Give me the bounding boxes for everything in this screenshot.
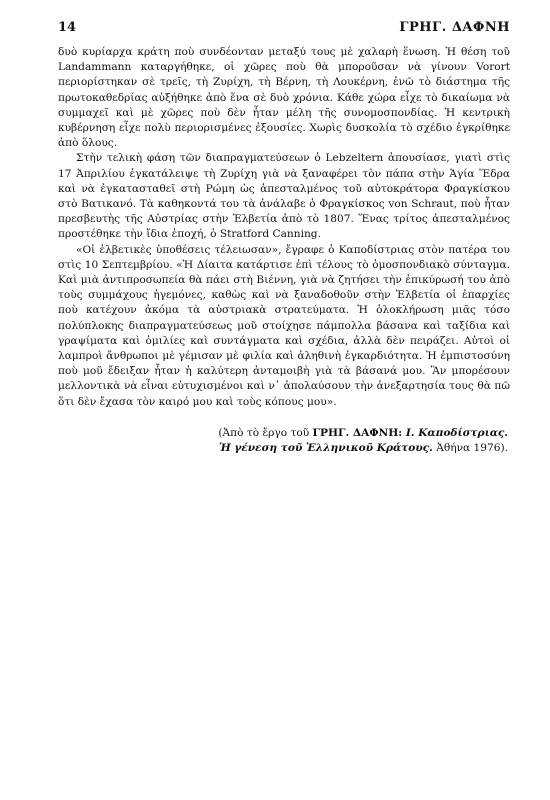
- page-header: [58, 20, 510, 35]
- document-page: [58, 20, 510, 457]
- source-citation: [58, 426, 510, 457]
- page-number: 14: [58, 20, 77, 35]
- paragraph: Στὴν τελικὴ φάση τῶν διαπραγματεύσεων ὁ Lebzeltern ἀπουσίασε, γιατὶ στὶς 17 Ἀπριλίου ἐγκατάλειψε τὴ Ζυρίχη γιὰ νὰ ξαναφέρει τὸν πάπα στὴν Ἁγία Ἕδρα καὶ νὰ ἐγκατασταθεῖ στὴ Ρώμη ὡς ἀπεσταλμένος τοῦ αὐτοκράτορα Φραγκίσκου στὸ Βατικανό. Τὰ καθηκοντά του τὰ ἀνάλαβε ὁ Φραγκίσκος von Schraut, ποὺ ἦταν πρεσβευτὴς τῆς Αὐστρίας στὴν Ἑλβετία ἀπὸ τὸ 1807. Ἕνας τρίτος ἀπεσταλμένος προστέθηκε τὴν ἴδια ἐποχή, ὁ Stratford Canning.: [58, 152, 510, 241]
- paragraph: «Οἱ ἑλβετικὲς ὑποθέσεις τέλειωσαν», ἔγραφε ὁ Καποδίστριας στὸν πατέρα του στὶς 10 Σεπτεμβρίου. «Ἡ Δίαιτα κατάρτισε ἐπὶ τέλους τὸ ὁμοσπονδιακὸ σύνταγμα. Καὶ μιὰ ἀντιπροσωπεία θὰ πάει στὴ Βιέννη, γιὰ νὰ ζητήσει τὴν ἐπικύρωσή του ἀπὸ τοὺς συμμάχους ἡγεμόνες, καθὼς καὶ νὰ ξαναδοθοῦν στὴν Ἑλβετία οἱ ἐπαρχίες ποὺ κατέχουν ἀκόμα τὰ αὐστριακὰ στρατεύματα. Ἡ ὁλοκλήρωση μιᾶς τόσο πολύπλοκης διαπραγματεύσεως μοῦ στοίχησε πάμπολλα βάσανα καὶ ταξίδια καὶ γραψίματα καὶ ὁμιλίες καὶ συντάγματα καὶ σχέδια, ἀλλὰ δὲν πειράζει. Αὐτοὶ οἱ λαμπροὶ ἄνθρωποι μὲ γέμισαν μὲ φιλία καὶ ἀληθινὴ ἐγκαρδιότητα. Ἡ ἐμπιστοσύνη ποὺ μοῦ ἔδειξαν ἦταν ἡ καλύτερη ἀνταμοιβὴ γιὰ τὰ βάσανά μου. Ἂν μπορέσουν μελλοντικὰ νὰ εἶναι εὐτυχισμένοι καὶ ν᾿ ἀπολαύσουν τὴν ἀνεξαρτησία τους θὰ πῶ ὅτι δὲν ἔχασα τὸν καιρό μου καὶ τοὺς κόπους μου».: [58, 243, 510, 408]
- citation-line-1: [58, 426, 508, 442]
- citation-subtitle: Ἡ γένεση τοῦ Ἑλληνικοῦ Κράτους.: [219, 442, 433, 455]
- paragraph: δυὸ κυρίαρχα κράτη ποὺ συνδέονταν μεταξύ τους μὲ χαλαρὴ ἕνωση. Ἡ θέση τοῦ Landammann καταργήθηκε, οἱ χῶρες ποὺ θὰ μποροῦσαν νὰ γίνουν Vorort περιορίστηκαν σὲ τρεῖς, τὴ Ζυρίχη, τὴ Βέρνη, τὴ Λουκέρνη, ἐνῶ τὸ διάστημα τῆς πρωτοκαθεδρίας αὐξήθηκε ἀπὸ ἕνα σὲ δυὸ χρόνια. Κάθε χώρα εἶχε τὸ δικαίωμα νὰ συμμαχεῖ καὶ μὲ χῶρες ποὺ δὲν ἦταν μέλη τῆς συνομοσπονδίας. Ἡ κεντρικὴ κυβέρνηση εἶχε πολὺ περιορισμένες ἐξουσίες. Χωρὶς δυσκολία τὸ σχέδιο ἐγκρίθηκε ἀπὸ ὅλους.: [58, 46, 510, 150]
- citation-line-2: [58, 441, 508, 457]
- citation-suffix: Ἀθήνα 1976).: [432, 442, 508, 455]
- citation-prefix: (Ἀπὸ τὸ ἔργο τοῦ: [218, 426, 313, 439]
- citation-author: ΓΡΗΓ. ΔΑΦΝΗ:: [312, 426, 406, 439]
- body-text: [58, 45, 510, 410]
- running-title: ΓΡΗΓ. ΔΑΦΝΗ: [399, 20, 510, 35]
- citation-title: Ι. Καποδίστριας.: [405, 426, 508, 439]
